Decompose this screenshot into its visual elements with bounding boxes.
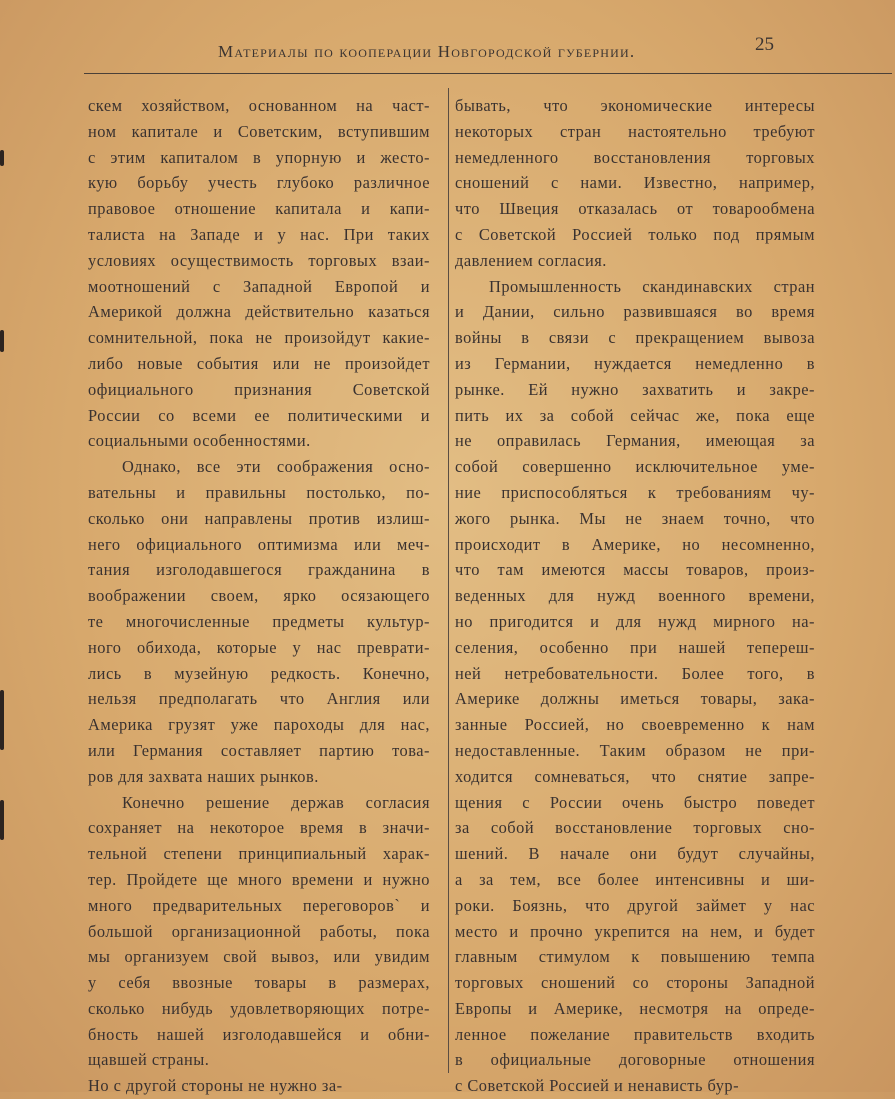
left-column-line: скем хозяйством, основанном на част-	[88, 96, 430, 115]
right-column-line: шений. В начале они будут случайны,	[455, 844, 815, 864]
right-column-line: в официальные договорные отношения	[455, 1050, 815, 1070]
right-column-line: недоставленные. Таким образом не при-	[455, 740, 815, 760]
right-column-line: роки. Боязнь, что другой займет у нас	[455, 895, 815, 915]
right-column-line: торговых сношений со стороны Западной	[455, 973, 815, 993]
right-column-line: Промышленность скандинавских стран	[489, 276, 815, 296]
left-column-line: правовое отношение капитала и капи-	[88, 199, 430, 219]
right-column-line: давлением согласия.	[455, 250, 607, 270]
running-head: Материалы по кооперации Новгородской губернии.	[218, 42, 636, 61]
left-column-line: Однако, все эти соображения осно-	[122, 457, 430, 477]
left-column-line: большой организационной работы, пока	[88, 921, 430, 941]
left-column-line: щавшей страны.	[88, 1050, 210, 1070]
left-column-line: много предварительных переговоров` и	[88, 895, 430, 915]
right-column-line: собой совершенно исключительное уме-	[455, 457, 815, 477]
left-column-line: сколько они направлены против излиш-	[88, 508, 430, 528]
left-column-line: тер. Пройдете ще много времени и нужно	[88, 869, 430, 889]
left-column-line: бность нашей изголодавшейся и обни-	[88, 1024, 430, 1044]
page-number: 25	[755, 34, 774, 55]
binding-mark	[0, 800, 4, 840]
right-column-line: ние приспособляться к требованиям чу-	[455, 482, 815, 502]
right-column-line: пить их за собой сейчас же, пока еще	[455, 405, 815, 425]
binding-mark	[0, 330, 4, 352]
left-column-line: официального признания Советской	[88, 379, 430, 399]
left-column-line: моотношений с Западной Европой и	[88, 276, 430, 296]
left-column-line: воображении своем, ярко осязающего	[88, 586, 430, 606]
left-column-line: либо новые события или не произойдет	[88, 353, 430, 373]
right-column-line: рынке. Ей нужно захватить и закре-	[455, 379, 815, 399]
right-column-line: щения с России очень быстро поведет	[455, 792, 815, 812]
left-column-line: сохраняет на некоторое время в значи-	[88, 818, 430, 838]
right-column-line: Америке должны иметься товары, зака-	[455, 689, 815, 709]
right-column-line: занные Россией, но своевременно к нам	[455, 715, 815, 735]
column-divider	[448, 88, 449, 1073]
right-column-line: ней нетребовательности. Более того, в	[455, 663, 815, 683]
right-column-line: и Дании, сильно развившаяся во время	[455, 302, 815, 322]
right-column-line: Европы и Америке, несмотря на опреде-	[455, 998, 815, 1018]
right-column-line: бывать, что экономические интересы	[455, 96, 815, 115]
right-column-line: не оправилась Германия, имеющая за	[455, 431, 815, 451]
left-column-line: Конечно решение держав согласия	[122, 792, 430, 812]
right-column-line: за собой восстановление торговых сно-	[455, 818, 815, 838]
right-column-line: некоторых стран настоятельно требуют	[455, 121, 815, 141]
left-column-line: условиях осуществимость торговых взаи-	[88, 250, 430, 270]
right-column-line: происходит в Америке, но несомненно,	[455, 534, 815, 554]
right-column-line: место и прочно укрепится на нем, и будет	[455, 921, 815, 941]
left-column-line: мы организуем свой вывоз, или увидим	[88, 947, 430, 967]
left-column-line: него официального оптимизма или меч-	[88, 534, 430, 554]
right-column-line: селения, особенно при нашей тепереш-	[455, 637, 815, 657]
left-text-column	[88, 93, 430, 1099]
left-column-line: России со всеми ее политическими и	[88, 405, 430, 425]
right-column-line: но пригодится и для нужд мирного на-	[455, 611, 815, 631]
right-column-line: ходится сомневаться, что снятие запре-	[455, 766, 815, 786]
left-column-line: талиста на Западе и у нас. При таких	[88, 224, 430, 244]
left-column-line: с этим капиталом в упорную и жесто-	[88, 147, 430, 167]
right-column-line: сношений с нами. Известно, например,	[455, 173, 815, 193]
left-column-line: те многочисленные предметы культур-	[88, 611, 430, 631]
left-column-line: Америкой должна действительно казаться	[88, 302, 430, 322]
left-column-line: или Германия составляет партию това-	[88, 740, 430, 760]
right-column-line: веденных для нужд военного времени,	[455, 586, 815, 606]
right-column-line: ленное пожелание правительств входить	[455, 1024, 815, 1044]
binding-mark	[0, 690, 4, 750]
left-column-line: ного обихода, которые у нас преврати-	[88, 637, 430, 657]
left-column-line: сколько нибудь удовлетворяющих потре-	[88, 998, 430, 1018]
left-column-line: у себя ввозные товары в размерах,	[88, 973, 430, 993]
right-column-line: с Советской Россией и ненависть бур-	[455, 1076, 740, 1096]
right-column-line: что там имеются массы товаров, произ-	[455, 560, 815, 580]
right-column-line: что Швеция отказалась от товарообмена	[455, 199, 815, 219]
left-column-line: ров для захвата наших рынков.	[88, 766, 319, 786]
left-column-line: Но с другой стороны не нужно за-	[88, 1076, 343, 1096]
right-column-line: а за тем, все более интенсивны и ши-	[455, 869, 815, 889]
right-text-column	[455, 93, 815, 1099]
right-column-line: главным стимулом к повышению темпа	[455, 947, 815, 967]
right-column-line: с Советской Россией только под прямым	[455, 224, 815, 244]
right-column-line: жого рынка. Мы не знаем точно, что	[455, 508, 815, 528]
left-column-line: кую борьбу учесть глубоко различное	[88, 173, 430, 193]
left-column-line: сомнительной, пока не произойдут какие-	[88, 328, 430, 348]
right-column-line: из Германии, нуждается немедленно в	[455, 353, 815, 373]
binding-mark	[0, 150, 4, 166]
header-rule	[84, 73, 892, 74]
left-column-line: ном капитале и Советским, вступившим	[88, 121, 430, 141]
left-column-line: Америка грузят уже пароходы для нас,	[88, 715, 430, 735]
right-column-line: немедленного восстановления торговых	[455, 147, 815, 167]
left-column-line: тания изголодавшегося гражданина в	[88, 560, 430, 580]
left-column-line: лись в музейную редкость. Конечно,	[88, 663, 430, 683]
left-column-line: социальными особенностями.	[88, 431, 311, 451]
left-column-line: вательны и правильны постолько, по-	[88, 482, 430, 502]
left-column-line: тельной степени принципиальный харак-	[88, 844, 430, 864]
right-column-line: войны в связи с прекращением вывоза	[455, 328, 815, 348]
left-column-line: нельзя предполагать что Англия или	[88, 689, 430, 709]
